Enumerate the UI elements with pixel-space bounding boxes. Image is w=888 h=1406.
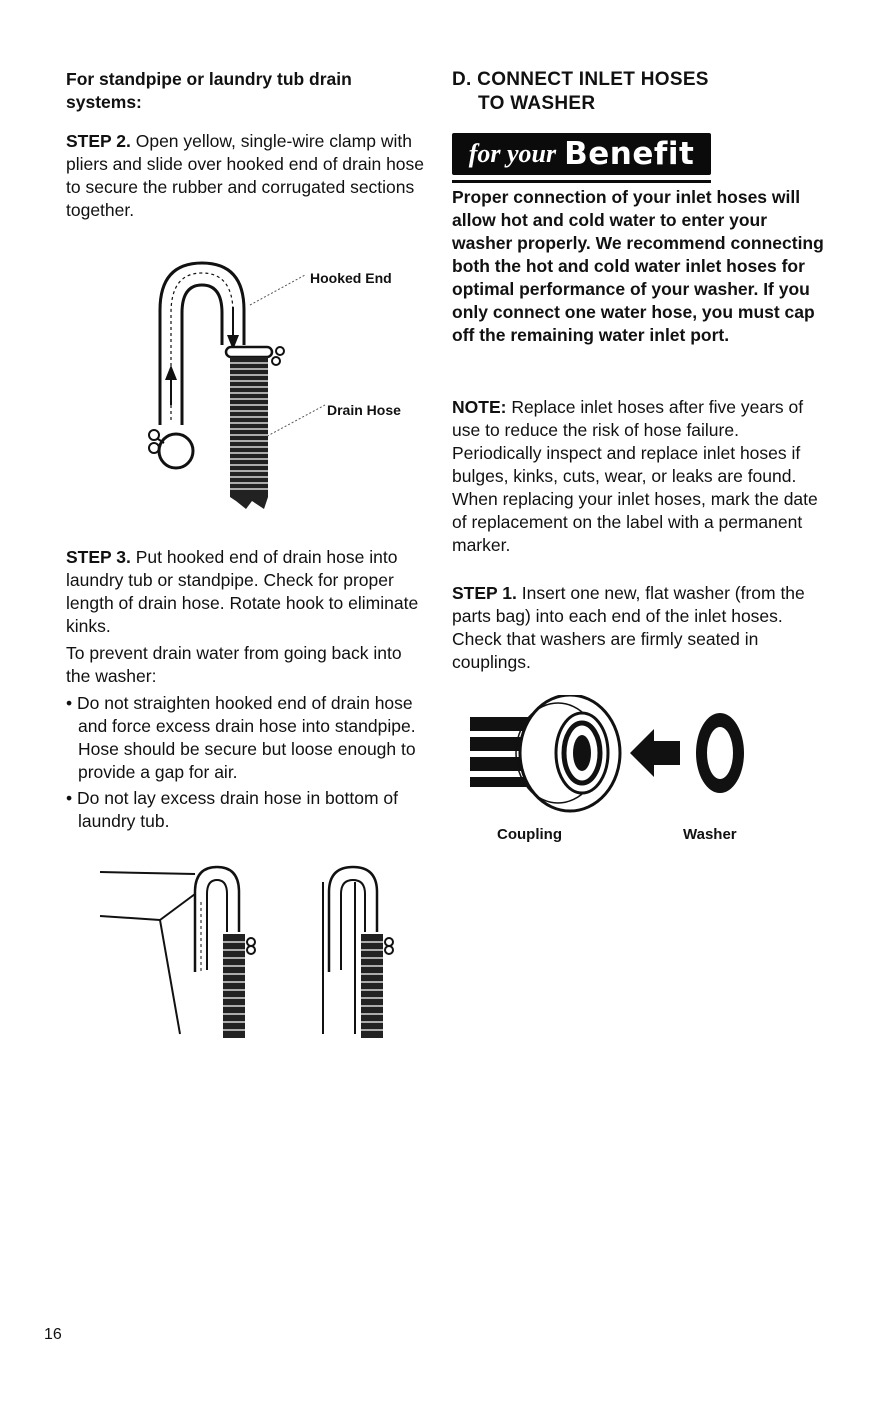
coupling-washer-illustration [470, 695, 760, 815]
for-your-benefit-banner [452, 133, 711, 175]
arrow-icon [630, 729, 680, 777]
prevent-paragraph: To prevent drain water from going back into the washer: [66, 643, 402, 686]
step1-text: Insert one new, flat washer (from the parts bag) into each end of the inlet hoses. Check that washers are firmly seated in couplings. [452, 583, 805, 672]
laundry-tub-illustration [95, 862, 265, 1042]
note-text: Replace inlet hoses after five years of use to reduce the risk of hose failure. Periodically inspect and replace inlet hoses if bulges, kinks, cuts, wear, or leaks are found. When replacing your inlet hoses, mark the date of replacement on the label with a permanent marker. [452, 397, 818, 555]
note-paragraph [452, 396, 832, 557]
section-heading-line2: TO WASHER [478, 93, 596, 114]
note-label: NOTE: [452, 397, 507, 417]
drain-hose-callout: Drain Hose [327, 402, 401, 418]
standpipe-illustration [315, 862, 405, 1042]
bullet-item: • Do not lay excess drain hose in bottom of laundry tub. [66, 788, 398, 831]
step1-paragraph [452, 582, 832, 674]
step3-label: STEP 3. [66, 547, 131, 567]
washer-caption: Washer [683, 826, 737, 843]
page-number: 16 [44, 1326, 62, 1343]
step1-label: STEP 1. [452, 583, 517, 603]
step3-paragraph [66, 546, 426, 638]
section-heading-line1: D. CONNECT INLET HOSES [452, 69, 709, 90]
coupling-icon [470, 695, 620, 811]
banner-underline [452, 180, 711, 183]
hooked-end-callout: Hooked End [310, 270, 392, 286]
step3-text: Put hooked end of drain hose into laundry tub or standpipe. Check for proper length of drain hose. Rotate hook to eliminate kinks. [66, 547, 419, 636]
step2-text: Open yellow, single-wire clamp with pliers and slide over hooked end of drain hose to secure the rubber and corrugated sections together. [66, 131, 425, 220]
benefit-paragraph: Proper connection of your inlet hoses will allow hot and cold water to enter your washer properly. We recommend connecting both the hot and cold water inlet hoses for optimal performance of your washer. If you only connect one water hose, you must cap off the remaining water inlet port. [452, 187, 824, 345]
drain-hose-illustration [140, 255, 340, 515]
bullet-item: • Do not straighten hooked end of drain hose and force excess drain hose into standpipe. Hose should be secure but loose enough to provide a gap for air. [66, 693, 416, 782]
banner-benefit: Benefit [564, 136, 695, 172]
corrugated-hose [230, 357, 268, 509]
standpipe-heading: For standpipe or laundry tub drain systems: [66, 69, 352, 112]
coupling-caption: Coupling [497, 826, 562, 843]
banner-for-your: for your [468, 139, 557, 168]
step2-paragraph [66, 130, 426, 222]
washer-icon [696, 713, 744, 793]
step2-label: STEP 2. [66, 131, 131, 151]
